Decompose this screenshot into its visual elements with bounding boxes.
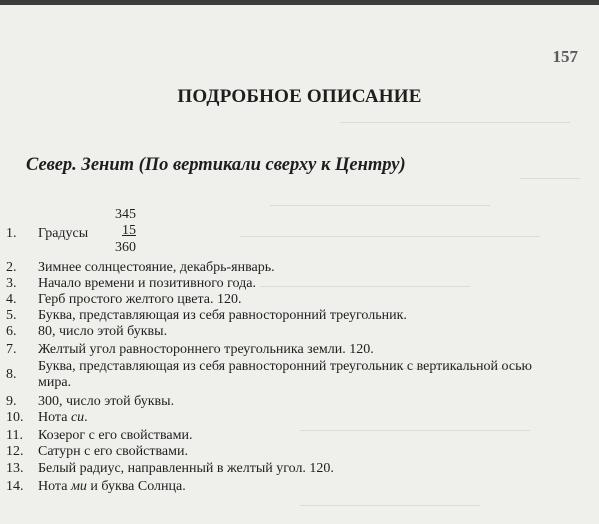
show-through-line <box>240 236 540 237</box>
music-note-name: си <box>70 410 85 425</box>
item-number: 14. <box>6 479 24 494</box>
page-number: 157 <box>552 47 578 66</box>
section-subtitle: Север. Зенит (По вертикали сверху к Центру) <box>26 155 406 175</box>
list-item-text-end: и буква Солнца. <box>86 479 186 494</box>
list-item: 300, число этой буквы. <box>38 394 175 409</box>
item-number: 9. <box>6 394 17 409</box>
list-item: Буква, представляющая из себя равносторонний треугольник. <box>38 308 407 323</box>
list-item <box>38 479 186 495</box>
list-item-text: Нота <box>38 410 71 425</box>
item-number: 4. <box>6 292 17 307</box>
fraction-top: 345 <box>115 207 136 222</box>
item-number: 10. <box>6 410 24 425</box>
item-number: 2. <box>6 260 17 275</box>
item-number: 1. <box>6 226 17 241</box>
list-item: Начало времени и позитивного года. <box>38 276 256 291</box>
show-through-line <box>300 505 480 506</box>
item-number: 6. <box>6 324 17 339</box>
music-note-name: ми <box>70 479 87 494</box>
item-number: 12. <box>6 444 24 459</box>
show-through-line <box>520 178 580 179</box>
show-through-line <box>270 205 490 206</box>
list-item-continuation: мира. <box>38 375 72 390</box>
item-number: 11. <box>6 428 23 443</box>
show-through-line <box>260 286 470 287</box>
item-number: 3. <box>6 276 17 291</box>
list-item-text-end: . <box>84 410 88 425</box>
top-border <box>0 0 599 5</box>
list-item: Желтый угол равностороннего треугольника земли. 120. <box>38 342 374 357</box>
list-item: 80, число этой буквы. <box>38 324 168 339</box>
item-label-degrees: Градусы <box>38 226 89 241</box>
list-item: Зимнее солнцестояние, декабрь-январь. <box>38 260 275 275</box>
item-number: 8. <box>6 367 17 382</box>
list-item: Белый радиус, направленный в желтый угол. 120. <box>38 461 334 476</box>
item-number: 13. <box>6 461 24 476</box>
list-item: Козерог с его свойствами. <box>38 428 193 443</box>
list-item <box>38 410 88 426</box>
list-item: Герб простого желтого цвета. 120. <box>38 292 242 307</box>
show-through-line <box>300 430 530 431</box>
list-item: Сатурн с его свойствами. <box>38 444 188 459</box>
fraction-middle: 15 <box>122 223 136 238</box>
page-title: ПОДРОБНОЕ ОПИСАНИЕ <box>177 86 422 107</box>
item-number: 7. <box>6 342 17 357</box>
list-item: Буква, представляющая из себя равносторонний треугольник с вертикальной осью <box>38 359 532 374</box>
fraction-bottom: 360 <box>115 240 136 255</box>
item-number: 5. <box>6 308 17 323</box>
show-through-line <box>340 122 570 123</box>
list-item-text: Нота <box>38 479 71 494</box>
